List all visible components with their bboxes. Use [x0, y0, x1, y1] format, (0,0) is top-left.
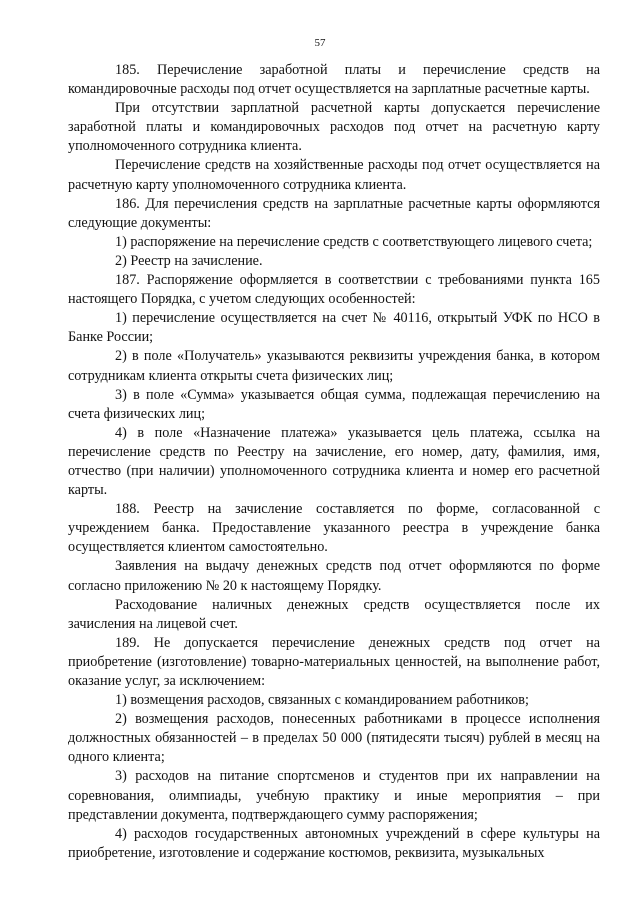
list-item: 4) в поле «Назначение платежа» указывается цель платежа, ссылка на перечисление средств по Реестру на зачисление, его номер, дату, фамилия, имя, отчество (при наличии) уполномоченного сотрудника клиента и номер его расчетной карты. [68, 424, 600, 499]
paragraph-189: 189. Не допускается перечисление денежных средств под отчет на приобретение (изготовление) товарно-материальных ценностей, на выполнение работ, оказание услуг, за исключением: [68, 634, 600, 689]
paragraph-applications: Заявления на выдачу денежных средств под отчет оформляются по форме согласно приложению № 20 к настоящему Порядку. [68, 558, 600, 594]
list-item: 3) расходов на питание спортсменов и студентов при их направлении на соревнования, олимпиады, учебную практику и иные мероприятия – при представлении документа, подтверждающего сумму распоряжения; [68, 768, 600, 823]
paragraph-185: 185. Перечисление заработной платы и перечисление средств на командировочные расходы под отчет осуществляется на зарплатные расчетные карты. [68, 62, 600, 98]
paragraph-cash-spending: Расходование наличных денежных средств осуществляется после их зачисления на лицевой счет. [68, 596, 600, 632]
list-item: 1) перечисление осуществляется на счет № 40116, открытый УФК по НСО в Банке России; [68, 310, 600, 346]
paragraph-188: 188. Реестр на зачисление составляется по форме, согласованной с учреждением банка. Предоставление указанного реестра в учреждение банка осуществляется клиентом самостоятельно. [68, 501, 600, 556]
paragraph-186: 186. Для перечисления средств на зарплатные расчетные карты оформляются следующие документы: [68, 195, 600, 231]
list-item: 3) в поле «Сумма» указывается общая сумма, подлежащая перечислению на счета физических лиц; [68, 386, 600, 422]
list-item: 2) Реестр на зачисление. [115, 252, 263, 269]
paragraph-187: 187. Распоряжение оформляется в соответствии с требованиями пункта 165 настоящего Порядка, с учетом следующих особенностей: [68, 272, 600, 308]
list-item: 2) в поле «Получатель» указываются реквизиты учреждения банка, в котором сотрудникам клиента открыты счета физических лиц; [68, 348, 600, 384]
paragraph-no-card: При отсутствии зарплатной расчетной карты допускается перечисление заработной платы и командировочных расходов под отчет на расчетную карту уполномоченного сотрудника клиента. [68, 100, 600, 155]
list-item: 1) распоряжение на перечисление средств с соответствующего лицевого счета; [115, 233, 593, 250]
paragraph-household: Перечисление средств на хозяйственные расходы под отчет осуществляется на расчетную карту уполномоченного сотрудника клиента. [68, 157, 600, 193]
document-body [68, 61, 600, 863]
list-item: 4) расходов государственных автономных учреждений в сфере культуры на приобретение, изготовление и содержание костюмов, реквизита, музыкальных [68, 825, 600, 861]
page-number: 57 [314, 37, 326, 49]
list-item: 1) возмещения расходов, связанных с командированием работников; [115, 692, 529, 709]
list-item: 2) возмещения расходов, понесенных работниками в процессе исполнения должностных обязанностей – в пределах 50 000 (пятидесяти тысяч) рублей в месяц на одного клиента; [68, 711, 600, 766]
